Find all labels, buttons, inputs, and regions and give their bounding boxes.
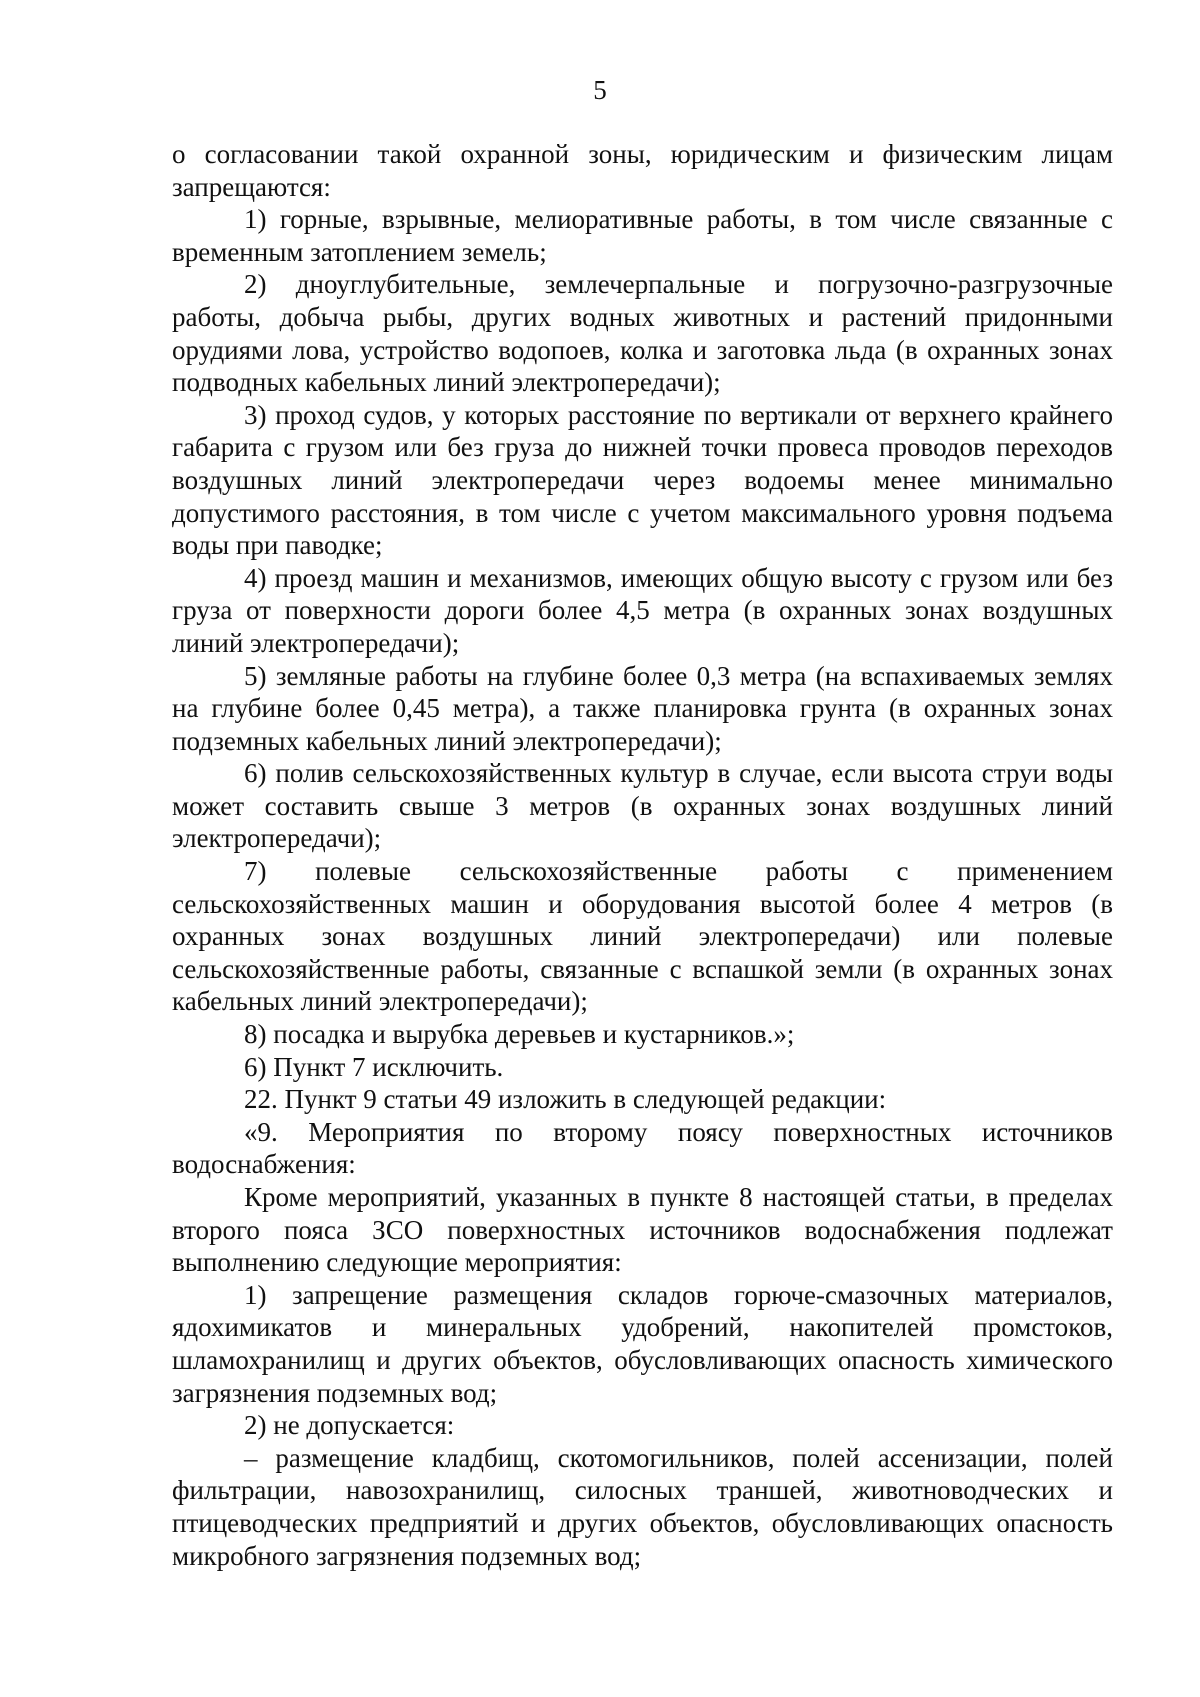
measure-subitem-dash: – размещение кладбищ, скотомогильников, полей ассенизации, полей фильтрации, навозохранилищ, силосных траншей, животноводческих и птицеводческих предприятий и других объектов, обусловливающих опасность микробного загрязнения подземных вод; bbox=[172, 1442, 1113, 1571]
document-body bbox=[172, 138, 1113, 1572]
section-9-intro: Кроме мероприятий, указанных в пункте 8 настоящей статьи, в пределах второго пояса ЗСО поверхностных источников водоснабжения подлежат выполнению следующие мероприятия: bbox=[172, 1182, 1113, 1278]
page-number: 5 bbox=[593, 75, 607, 105]
section-9-heading: «9. Мероприятия по второму поясу поверхностных источников водоснабжения: bbox=[172, 1116, 1113, 1180]
list-item-8: 8) посадка и вырубка деревьев и кустарников.»; bbox=[244, 1019, 795, 1050]
list-item-2: 2) дноуглубительные, землечерпальные и погрузочно-разгрузочные работы, добыча рыбы, других водных животных и растений придонными орудиями лова, устройство водопоев, колка и заготовка льда (в охранных зонах подводных кабельных линий электропередачи); bbox=[172, 269, 1113, 398]
list-item-6: 6) полив сельскохозяйственных культур в случае, если высота струи воды может составить свыше 3 метров (в охранных зонах воздушных линий электропередачи); bbox=[172, 758, 1113, 854]
measure-item-1: 1) запрещение размещения складов горюче-смазочных материалов, ядохимикатов и минеральных удобрений, накопителей промстоков, шламохранилищ и других объектов, обусловливающих опасность химического загрязнения подземных вод; bbox=[172, 1279, 1113, 1408]
paragraph-intro: о согласовании такой охранной зоны, юридическим и физическим лицам запрещаются: bbox=[172, 139, 1113, 202]
list-item-5: 5) земляные работы на глубине более 0,3 метра (на вспахиваемых землях на глубине более 0,45 метра), а также планировка грунта (в охранных зонах подземных кабельных линий электропередачи); bbox=[172, 660, 1113, 756]
list-item-1: 1) горные, взрывные, мелиоративные работы, в том числе связанные с временным затоплением земель; bbox=[172, 204, 1113, 267]
amendment-item-22: 22. Пункт 9 статьи 49 изложить в следующей редакции: bbox=[244, 1084, 887, 1115]
list-item-4: 4) проезд машин и механизмов, имеющих общую высоту с грузом или без груза от поверхности дороги более 4,5 метра (в охранных зонах воздушных линий электропередачи); bbox=[172, 562, 1113, 658]
amendment-item-6: 6) Пункт 7 исключить. bbox=[244, 1051, 504, 1082]
list-item-3: 3) проход судов, у которых расстояние по вертикали от верхнего крайнего габарита с грузом или без груза до нижней точки провеса проводов переходов воздушных линий электропередачи через водоемы менее минимально допустимого расстояния, в том числе с учетом максимального уровня подъема воды при паводке; bbox=[172, 399, 1113, 561]
list-item-7: 7) полевые сельскохозяйственные работы с применением сельскохозяйственных машин и оборудования высотой более 4 метров (в охранных зонах воздушных линий электропередачи) или полевые сельскохозяйственные работы, связанные с вспашкой земли (в охранных зонах кабельных линий электропередачи); bbox=[172, 856, 1113, 1017]
measure-item-2: 2) не допускается: bbox=[244, 1410, 455, 1441]
